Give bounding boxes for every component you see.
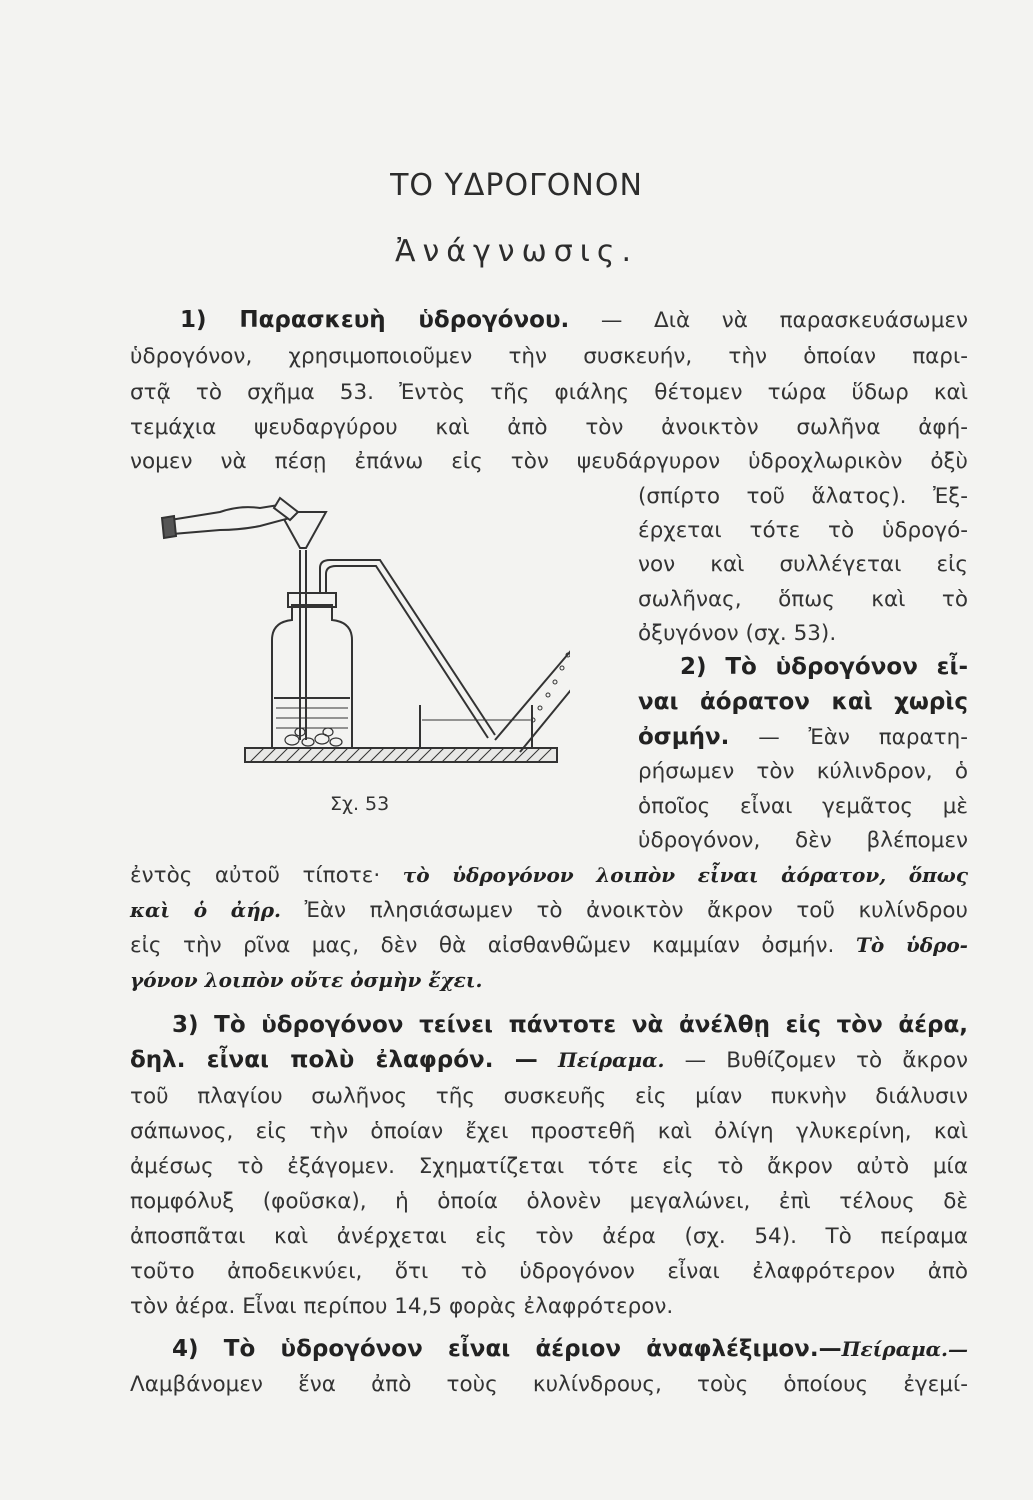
p1-narrow-4: σωλῆνας, ὅπως καὶ τὸ xyxy=(638,587,968,612)
p2-narrow-4: ρήσωμεν τὸν κύλινδρον, ὁ xyxy=(638,759,968,784)
p1-line-1: 1) Παρασκευὴ ὑδρογόνου. — Διὰ νὰ παρασκευάσωμεν xyxy=(180,307,968,333)
p2-narrow-5: ὁποῖος εἶναι γεμᾶτος μὲ xyxy=(638,794,968,819)
p2-narrow-6: ὑδρογόνον, δὲν βλέπομεν xyxy=(638,828,968,853)
p2-line-2: καὶ ὁ ἀήρ. Ἐὰν πλησιάσωμεν τὸ ἀνοικτὸν ἄκρον τοῦ κυλίνδρου xyxy=(130,898,968,923)
figure-caption: Σχ. 53 xyxy=(330,793,390,815)
p3-line-5: ἀμέσως τὸ ἐξάγομεν. Σχηματίζεται τότε εἰς τὸ ἄκρον αὐτὸ μία xyxy=(130,1154,968,1179)
figure-bubbles xyxy=(531,653,570,722)
p1-narrow-5: ὀξυγόνον (σχ. 53). xyxy=(638,621,837,646)
p1-narrow-2: έρχεται τότε τὸ ὑδρογό- xyxy=(638,518,968,543)
p3-line-8: τοῦτο ἀποδεικνύει, ὅτι τὸ ὑδρογόνον εἶναι ἐλαφρότερον ἀπὸ xyxy=(130,1259,968,1284)
p1-line-2: ὑδρογόνον, χρησιμοποιοῦμεν τὴν συσκευήν, τὴν ὁποίαν παρι- xyxy=(130,344,968,369)
p1-line-3: στᾷ τὸ σχῆμα 53. Ἐντὸς τῆς φιάλης θέτομεν τώρα ὕδωρ καὶ xyxy=(130,380,968,405)
p2-line-3: εἰς τὴν ρῖνα μας, δὲν θὰ αἰσθανθῶμεν καμμίαν ὀσμήν. Τὸ ὑδρο- xyxy=(130,933,968,958)
figure-bottle xyxy=(272,605,352,748)
section-subtitle: Ἀνάγνωσις. xyxy=(395,234,638,269)
apparatus-figure xyxy=(150,490,570,780)
p3-line-6: πομφόλυξ (φοῦσκα), ἡ ὁποία ὁλονὲν μεγαλώνει, ἐπὶ τέλους δὲ xyxy=(130,1189,968,1214)
p3-line-4: σάπωνος, εἰς τὴν ὁποίαν ἔχει προστεθῆ καὶ ὀλίγη γλυκερίνη, καὶ xyxy=(130,1119,968,1144)
p3-line-9: τὸν ἀέρα. Εἶναι περίπου 14,5 φορὰς ἐλαφρότερον. xyxy=(130,1294,674,1319)
figure-cuff xyxy=(162,516,176,538)
p3-line-1: 3) Τὸ ὑδρογόνον τείνει πάντοτε νὰ ἀνέλθῃ εἰς τὸν ἀέρα, xyxy=(172,1012,968,1038)
chapter-title: ΤΟ ΥΔΡΟΓΟΝΟΝ xyxy=(390,168,643,203)
p2-line-4: γόνον λοιπὸν οὔτε ὀσμὴν ἔχει. xyxy=(130,968,483,992)
p3-line-7: ἀποσπᾶται καὶ ἀνέρχεται εἰς τὸν ἀέρα (σχ. 54). Τὸ πείραμα xyxy=(130,1224,968,1249)
p3-line-2: δηλ. εἶναι πολὺ ἐλαφρόν. — Πείραμα. — Βυθίζομεν τὸ ἄκρον xyxy=(130,1047,968,1073)
p4-line-1: 4) Τὸ ὑδρογόνον εἶναι ἀέριον ἀναφλέξιμον.—Πείραμα.— xyxy=(172,1336,968,1362)
p1-narrow-3: νον καὶ συλλέγεται εἰς xyxy=(638,552,968,577)
p1-line-5: νομεν νὰ πέσῃ ἐπάνω εἰς τὸν ψευδάργυρον ὑδροχλωρικὸν ὀξὺ xyxy=(130,449,968,474)
p2-narrow-1: 2) Τὸ ὑδρογόνον εἶ- xyxy=(680,654,968,680)
figure-hand xyxy=(170,504,290,534)
p3-line-3: τοῦ πλαγίου σωλῆνος τῆς συσκευῆς εἰς μίαν πυκνὴν διάλυσιν xyxy=(130,1084,968,1109)
p1-narrow-1: (σπίρτο τοῦ ἅλατος). Ἐξ- xyxy=(638,484,968,509)
p2-narrow-2: ναι ἀόρατον καὶ χωρὶς xyxy=(638,689,968,715)
figure-trough xyxy=(420,705,532,748)
p2-line-1: ἐντὸς αὐτοῦ τίποτε· τὸ ὑδρογόνον λοιπὸν εἶναι ἀόρατον, ὅπως xyxy=(130,863,968,888)
p1-line-4: τεμάχια ψευδαργύρου καὶ ἀπὸ τὸν ἀνοικτὸν σωλῆνα ἀφή- xyxy=(130,415,968,440)
p2-narrow-3: ὀσμήν. — Ἐὰν παρατη- xyxy=(638,724,968,750)
figure-zinc-pieces xyxy=(285,728,342,746)
p1-heading: 1) Παρασκευὴ ὑδρογόνου. xyxy=(180,307,570,333)
p4-line-2: Λαμβάνομεν ἕνα ἀπὸ τοὺς κυλίνδρους, τοὺς ὁποίους ἐγεμί- xyxy=(130,1372,968,1397)
